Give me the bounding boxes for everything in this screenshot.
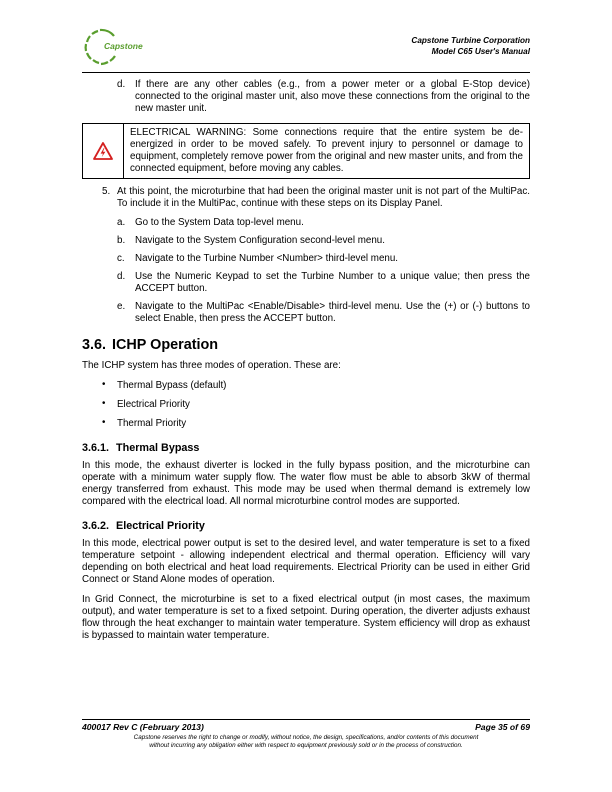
page-body: [82, 79, 530, 650]
list-item: b. Navigate to the System Configuration second-level menu.: [117, 235, 385, 246]
manual-title: Model C65 User's Manual: [431, 46, 530, 56]
page-header: [82, 26, 530, 66]
electrical-hazard-icon: [83, 124, 124, 178]
footer-divider: [82, 719, 530, 720]
list-item: c. Navigate to the Turbine Number <Number> third-level menu.: [117, 253, 399, 264]
list-item: • Electrical Priority: [102, 398, 190, 410]
list-item: e. Navigate to the MultiPac <Enable/Disable> third-level menu. Use the (+) or (-) buttons to select Enable, then press the ACCEPT button.: [117, 301, 530, 324]
list-item: • Thermal Priority: [102, 417, 187, 429]
subsection-heading: 3.6.1. Thermal Bypass: [82, 442, 200, 454]
list-item: a. Go to the System Data top-level menu.: [117, 217, 304, 228]
paragraph: In this mode, electrical power output is set to the desired level, and water temperature is set to a fixed temperature setpoint - allowing independent electrical and thermal operation. Efficiency will vary depending on both electrical and heat load requirements. Electrical Priority can be used in either Grid Connect or Stand Alone modes of operation.: [82, 538, 530, 585]
warning-text: ELECTRICAL WARNING: Some connections require that the entire system be de-energized in order to be moved safely. To prevent injury to personnel or damage to equipment, completely remove power from the original and new master units, and from the connected equipment, before moving any cables.: [130, 127, 523, 174]
company-name: Capstone Turbine Corporation: [411, 36, 530, 45]
step-5: 5. At this point, the microturbine that had been the original master unit is not part of the MultiPac. To include it in the MultiPac, continue with these steps on its Display Panel.: [102, 186, 530, 209]
document-revision: 400017 Rev C (February 2013): [82, 722, 204, 732]
svg-text:Capstone: Capstone: [104, 41, 143, 51]
section-heading: 3.6. ICHP Operation: [82, 337, 219, 353]
list-item: d. Use the Numeric Keypad to set the Turbine Number to a unique value; then press the ACCEPT button.: [117, 271, 530, 294]
list-item: • Thermal Bypass (default): [102, 379, 227, 391]
paragraph: In Grid Connect, the microturbine is set to a fixed electrical output (in most cases, the maximum output), and water temperature is set to a fixed setpoint. During operation, the diverter adjusts exhaust flow through the heat exchanger to maintain water temperature. System efficiency will drop as exhaust is bypassed to maintain water temperature.: [82, 594, 530, 641]
page-number: Page 35 of 69: [475, 722, 530, 732]
list-item: d. If there are any other cables (e.g., from a power meter or a global E-Stop device) connected to the original master unit, also move these connections from the original to the new master unit.: [117, 79, 530, 114]
page-footer: [82, 722, 530, 750]
capstone-logo: [82, 26, 162, 66]
paragraph: In this mode, the exhaust diverter is locked in the fully bypass position, and the microturbine can operate with a minimum water supply flow. The water flow must be able to absorb 3kW of thermal energy transferred from exhaust. This mode may be used when thermal demand is extremely low compared with the electrical load. All normal microturbine control modes are supported.: [82, 460, 530, 507]
section-intro: The ICHP system has three modes of operation. These are:: [82, 360, 341, 371]
subsection-heading: 3.6.2. Electrical Priority: [82, 520, 205, 532]
disclaimer: Capstone reserves the right to change or modify, without notice, the design, specifications, and/or contents of this document without incurring any obligation either with respect to equipment previously sold or in the process of construction.: [133, 734, 479, 750]
electrical-warning-box: [82, 123, 530, 179]
header-divider: [82, 72, 530, 73]
